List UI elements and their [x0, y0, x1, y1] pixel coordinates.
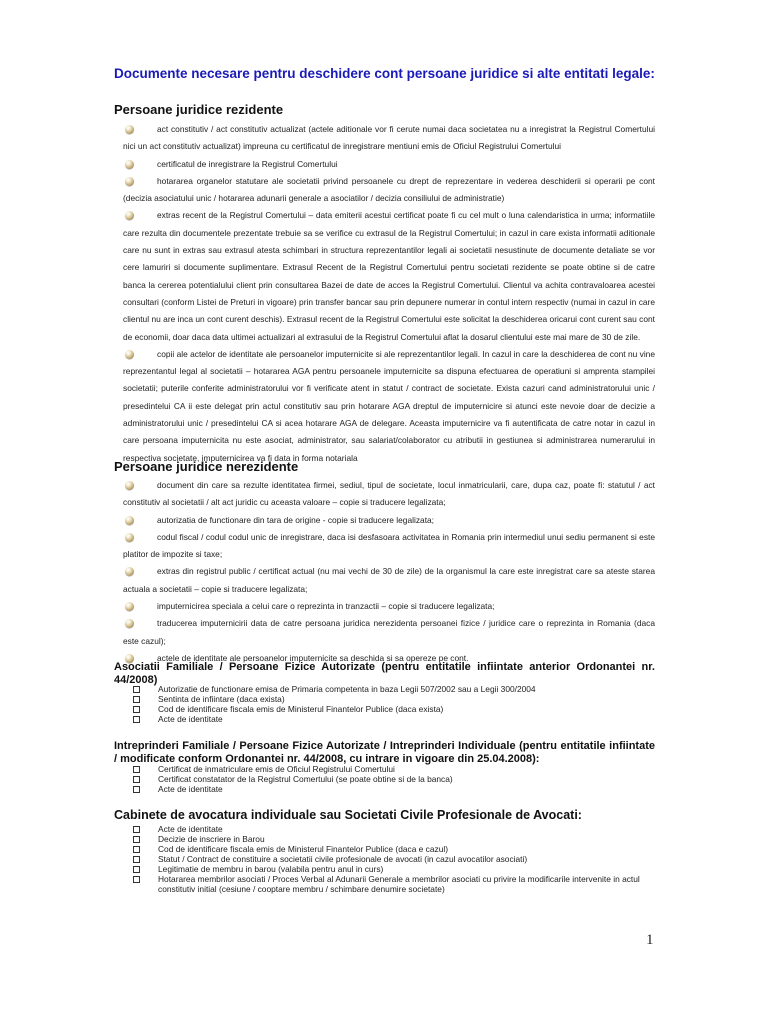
checkbox-icon: [133, 776, 140, 783]
checkbox-icon: [133, 836, 140, 843]
bullet-icon: [125, 160, 134, 169]
bullet-icon: [125, 602, 134, 611]
list-rezidente: [123, 121, 655, 467]
list-item: Certificat constatator de la Registrul Comertului (se poate obtine si de la banca): [132, 774, 655, 784]
bullet-icon: [125, 533, 134, 542]
list-item: imputernicirea speciala a celui care o reprezinta in tranzactii – copie si traducere legalizata;: [123, 598, 655, 615]
list-item: Statut / Contract de constituire a societatii civile profesionale de avocati (in cazul avocatilor asociati): [132, 854, 655, 864]
list-item: codul fiscal / codul codul unic de inregistrare, daca isi desfasoara activitatea in Romania prin intermediul unui sediu permanent si este platitor de impozite si taxe;: [123, 531, 655, 560]
page-number: 1: [646, 932, 654, 948]
heading-avocatura: Cabinete de avocatura individuale sau Societati Civile Profesionale de Avocati:: [114, 808, 582, 822]
list-item: Cod de identificare fiscala emis de Ministerul Finantelor Publice (daca exista): [132, 704, 655, 714]
bullet-icon: [125, 481, 134, 490]
list-item: Acte de identitate: [132, 714, 655, 724]
checkbox-icon: [133, 706, 140, 713]
list-intreprinderi: [132, 764, 655, 794]
list-item: document din care sa rezulte identitatea firmei, sediul, tipul de societate, locul inmatricularii, care, dupa caz, poate fi: statutul / act constitutiv al societatii / alt act juridic cu aceasta valoare – copie si traducere legalizata;: [123, 480, 655, 508]
checkbox-icon: [133, 716, 140, 723]
list-item: Cod de identificare fiscala emis de Ministerul Finantelor Publice (daca e cazul): [132, 844, 655, 854]
list-item: Acte de identitate: [132, 824, 655, 834]
checkbox-icon: [133, 766, 140, 773]
bullet-icon: [125, 211, 134, 220]
list-item: hotararea organelor statutare ale societatii privind persoanele cu drept de reprezentare in vederea deschiderii si operarii pe cont (decizia asociatului unic / hotararea adunarii generale a asociatilor / decizia consiliului de administratie): [123, 175, 655, 204]
checkbox-icon: [133, 696, 140, 703]
list-item: extras recent de la Registrul Comertului – data emiterii acestui certificat poate fi cu cel mult o luna calendaristica in urma; informatiile care rezulta din documentele prezentate trebuie sa se verifice cu extrasul de la Registrul Comertului; in cazul in care exista informatii aditionale care nu sunt in extras sau extrasul atesta schimbari in structura reprezentantilor legali ai societatii nesustinute de documente detaliate se vor cere lamuriri si documente suplimentare. Extrasul Recent de la Registrul Comertului pentru societati rezidente se poate obtine si de catre banca la cererea potentialului client prin consultarea Bazei de date de acces la Registrul Comertului. Clientul va achita contravaloarea acestei consultari (conform Listei de Preturi in vigoare) prin transfer bancar sau prin depunere numerar in contul intern respectiv (numai in cazul in care clientul nu are inca un cont curent deschis). Extrasul recent de la Registrul Comertului este solicitat la deschiderea oricarui cont curent sau cont de economii, doar daca data ultimei actualizari al extrasului de la Registrul Comertului aflat la dosarul clientului este mai mare de 30 de zile.: [123, 210, 655, 342]
checkbox-icon: [133, 686, 140, 693]
list-item: actele de identitate ale persoanelor imputernicite sa deschida si sa opereze pe cont.: [123, 650, 655, 667]
heading-intreprinderi: Intreprinderi Familiale / Persoane Fizice Autorizate / Intreprinderi Individuale (pentru entitatile infiintate / modificate conform Ordonantei nr. 44/2008, cu intrare in vigoare din 25.04.2008):: [114, 740, 655, 765]
heading-nerezidente: Persoane juridice nerezidente: [114, 459, 299, 474]
list-item: copii ale actelor de identitate ale persoanelor imputernicite si ale reprezentantilor legali. In cazul in care la deschiderea de cont nu vine reprezentantul legal al societatii – hotararea AGA pentru persoanele imputernicite sa dispuna efectuarea de operatiuni si amprenta stampilei societatii; puterile conferite administratorului vor fi verificate atent in statut / contract de societate. Exista cazuri cand administratorului unic / presedintelui CA ii este delegat prin actul constitutiv sau prin hotarare AGA dreptul de imputernicire si atunci este nevoie doar de decizie a administratorului unic / presedintelui CA si acea hotarare AGA de delegare. Aceasta imputernicire va fi autentificata de catre notar in cazul in care persoana imputernicita nu este asociat, administrator, sau salariat/colaborator cu atributii in gestiunea si administrarea numerarului in respectiva societate, imputernicirea va fi data in forma notariala: [123, 348, 655, 463]
list-item: Hotararea membrilor asociati / Proces Verbal al Adunarii Generale a membrilor asociati cu privire la modificarile intervenite in actul constitutiv initial (cesiune / cooptare membru / schimbare denumire societate): [132, 874, 655, 894]
list-item: act constitutiv / act constitutiv actualizat (actele aditionale vor fi cerute numai daca societatea nu a inregistrat la Registrul Comertului nici un act constitutiv actualizat) impreuna cu certificatul de inregistrare mentiuni emis de Oficiul Registrului Comertului: [123, 124, 655, 152]
checkbox-icon: [133, 876, 140, 883]
list-item: Decizie de inscriere in Barou: [132, 834, 655, 844]
bullet-icon: [125, 516, 134, 525]
bullet-icon: [125, 350, 134, 359]
bullet-icon: [125, 125, 134, 134]
list-item: extras din registrul public / certificat actual (nu mai vechi de 30 de zile) de la organismul la care este inregistrat care sa ateste starea actuala a societatii – copie si traducere legalizata;: [123, 566, 655, 594]
checkbox-icon: [133, 786, 140, 793]
bullet-icon: [125, 177, 134, 186]
heading-asociatii: Asociatii Familiale / Persoane Fizice Autorizate (pentru entitatile infiintate anterior Ordonantei nr. 44/2008): [114, 661, 655, 686]
document-title: Documente necesare pentru deschidere cont persoane juridice si alte entitati legale:: [114, 66, 655, 81]
checkbox-icon: [133, 846, 140, 853]
list-asociatii: [132, 684, 655, 724]
list-item: autorizatia de functionare din tara de origine - copie si traducere legalizata;: [123, 512, 655, 529]
heading-rezidente: Persoane juridice rezidente: [114, 102, 284, 117]
list-item: Certificat de inmatriculare emis de Oficiul Registrului Comertului: [132, 764, 655, 774]
checkbox-icon: [133, 866, 140, 873]
bullet-icon: [125, 567, 134, 576]
list-item: Sentinta de infiintare (daca exista): [132, 694, 655, 704]
bullet-icon: [125, 619, 134, 628]
list-item: traducerea imputernicirii data de catre persoana juridica nerezidenta persoanei fizice / juridice care o reprezinta in Romania (daca este cazul);: [123, 618, 655, 646]
list-item: Autorizatie de functionare emisa de Primaria competenta in baza Legii 507/2002 sau a Legii 300/2004: [132, 684, 655, 694]
list-avocatura: [132, 824, 655, 894]
list-item: Legitimatie de membru in barou (valabila pentru anul in curs): [132, 864, 655, 874]
checkbox-icon: [133, 826, 140, 833]
list-item: Acte de identitate: [132, 784, 655, 794]
checkbox-icon: [133, 856, 140, 863]
list-nerezidente: [123, 477, 655, 667]
list-item: certificatul de inregistrare la Registrul Comertului: [123, 156, 655, 173]
